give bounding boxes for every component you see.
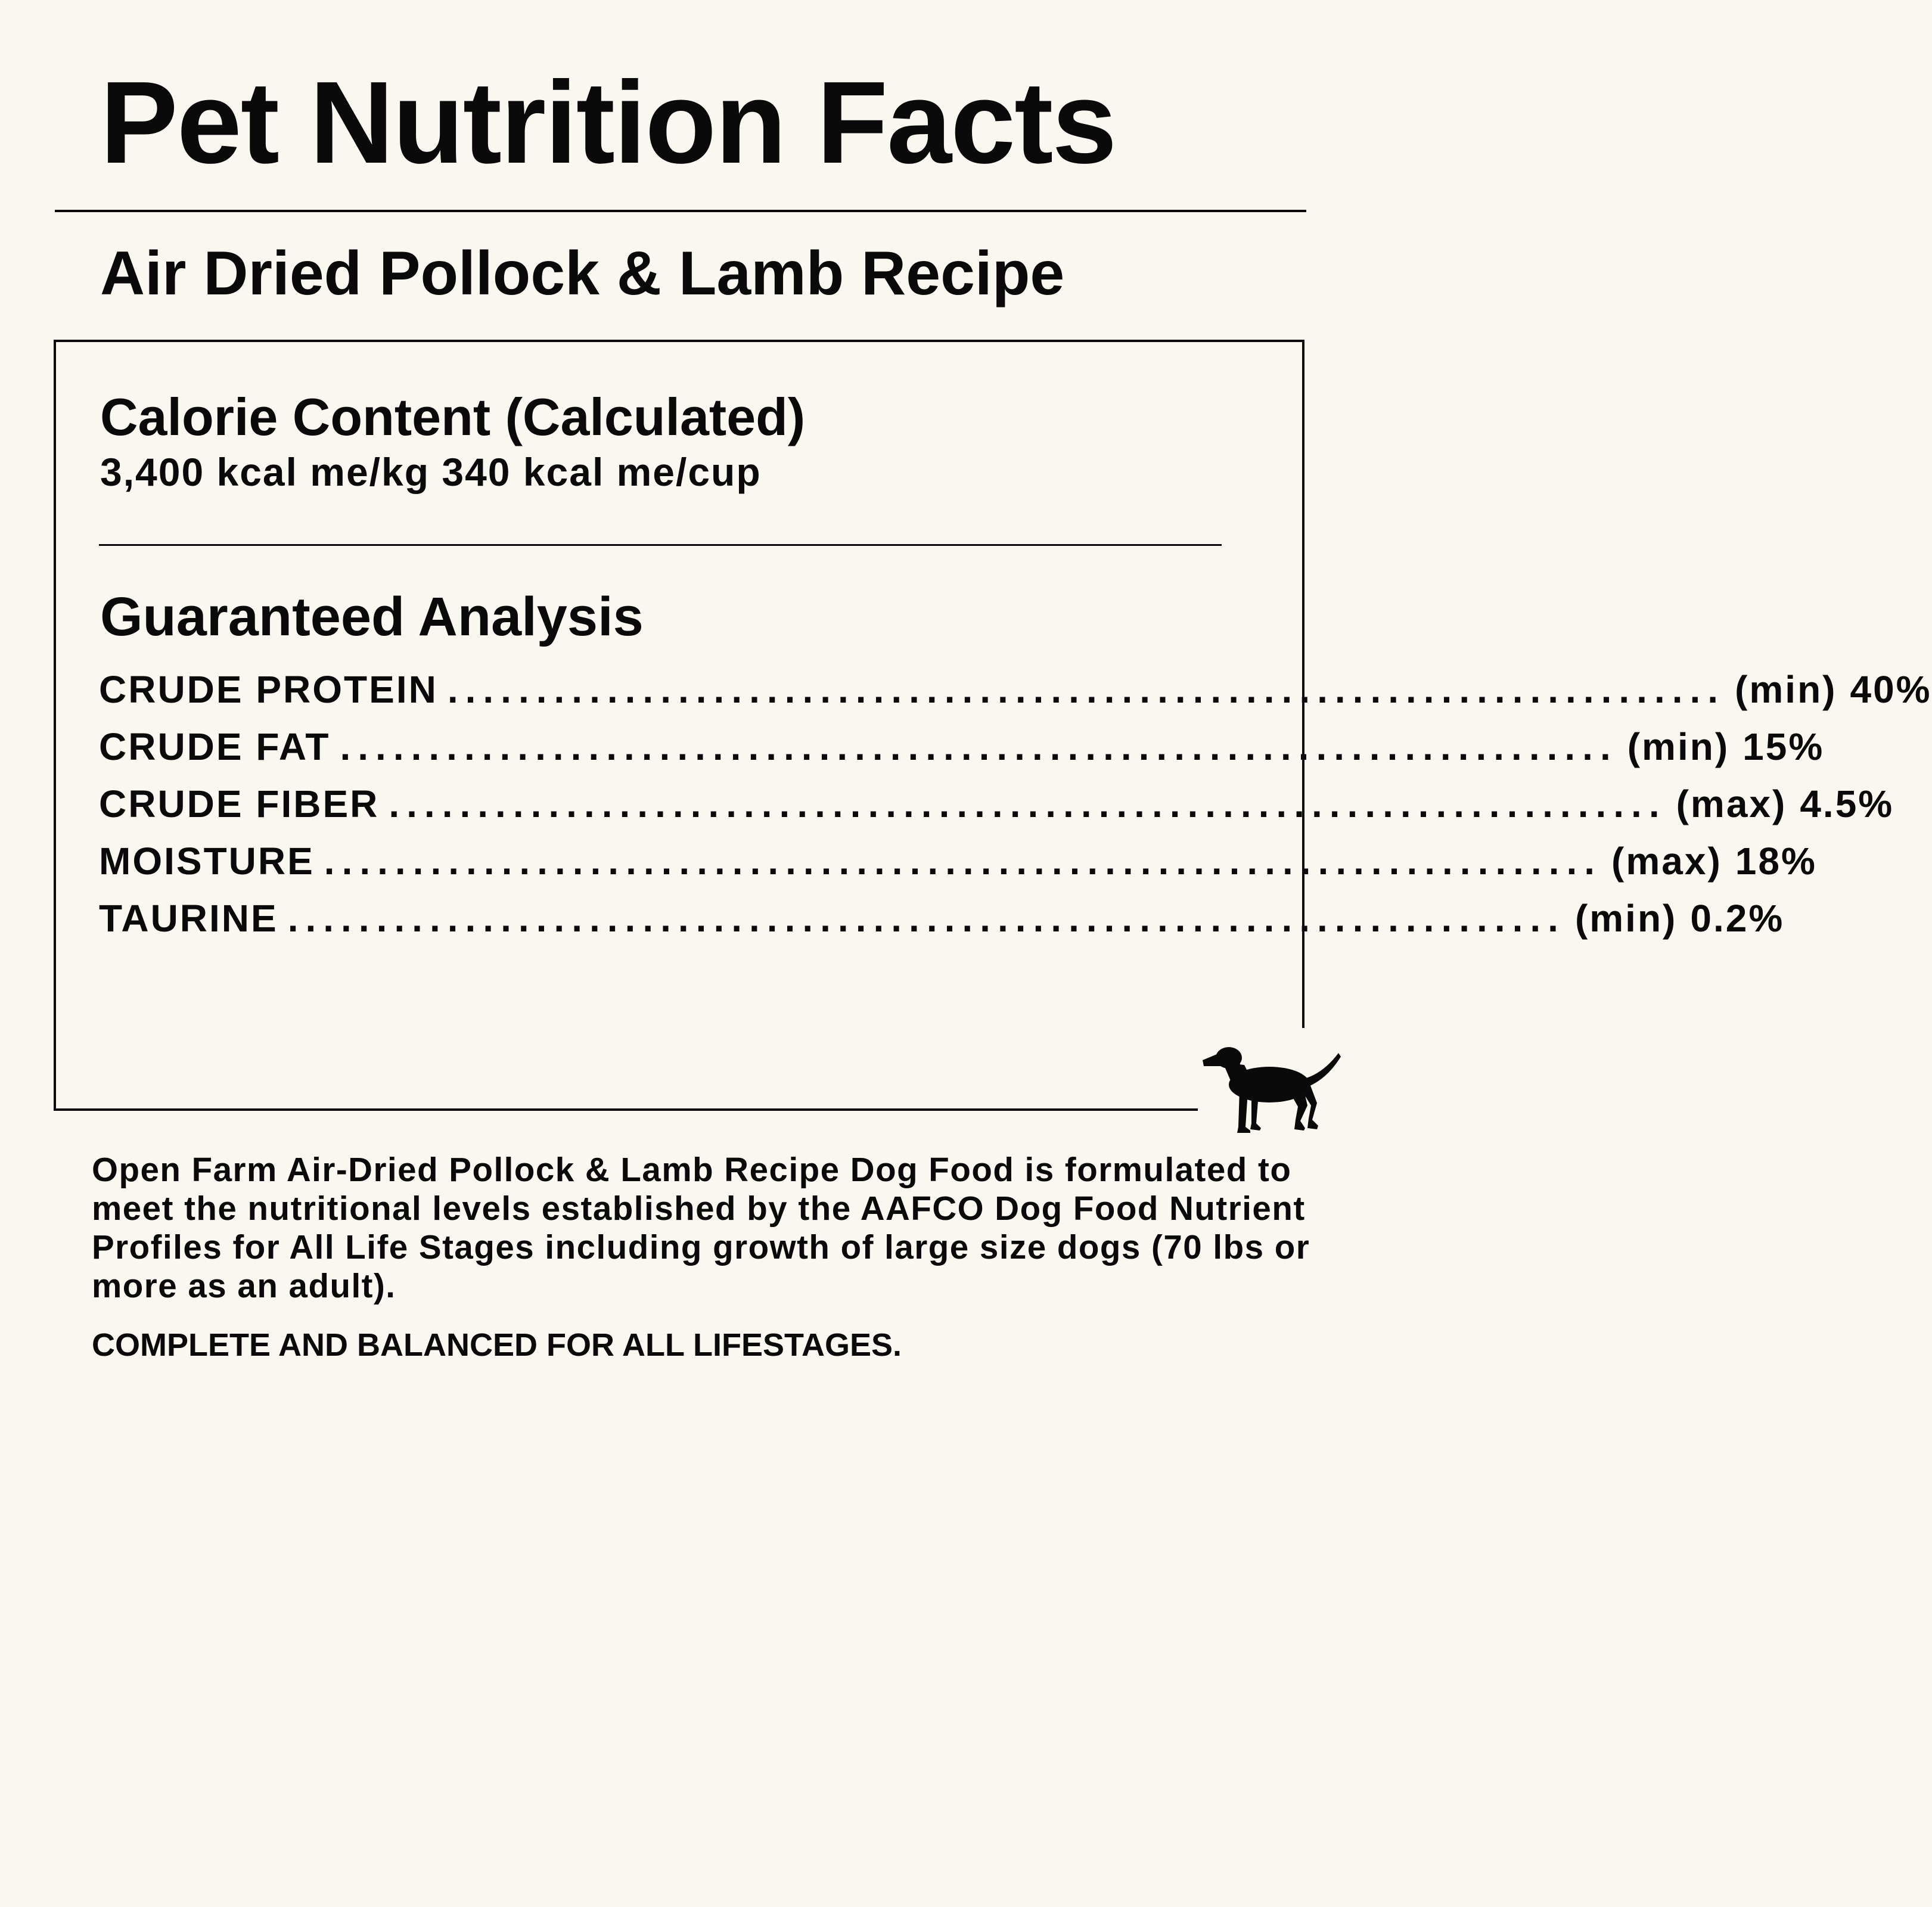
dog-silhouette-icon [1198,1028,1341,1135]
guaranteed-analysis-heading: Guaranteed Analysis [100,586,644,647]
analysis-row-name: MOISTURE [99,840,315,883]
analysis-row-crude-fiber [99,782,1894,839]
analysis-row-qualifier: (min) [1627,725,1730,768]
analysis-row-taurine [99,896,1785,954]
analysis-row-name: CRUDE PROTEIN [99,668,438,711]
analysis-row-value: 18% [1735,840,1817,883]
dot-leader: ........................................................................ [447,668,1726,711]
calorie-heading: Calorie Content (Calculated) [100,387,806,446]
title-divider [55,210,1306,212]
analysis-row-qualifier: (max) [1676,782,1787,825]
dot-leader: ........................................................................ [287,897,1566,940]
aafco-statement: Open Farm Air-Dried Pollock & Lamb Recipe Dog Food is formulated to meet the nutritional levels established by the AAFCO Dog Food Nutrient Profiles for All Life Stages including growth of large size dogs (70 lbs or more as an adult). [92,1151,1310,1305]
analysis-row-moisture [99,839,1817,896]
analysis-row-name: TAURINE [99,897,278,940]
analysis-row-crude-protein [99,667,1932,725]
analysis-row-value: 0.2% [1690,897,1785,940]
section-divider [99,544,1222,546]
analysis-row-name: CRUDE FIBER [99,782,380,825]
calorie-value: 3,400 kcal me/kg 340 kcal me/cup [100,450,762,494]
page-title: Pet Nutrition Facts [100,57,1116,188]
guaranteed-analysis-list [99,667,1932,954]
analysis-row-qualifier: (min) [1574,897,1678,940]
analysis-row-value: 15% [1742,725,1825,768]
recipe-name: Air Dried Pollock & Lamb Recipe [100,239,1065,308]
analysis-row-value: 40% [1850,668,1932,711]
dot-leader: ........................................................................ [389,782,1667,825]
complete-balanced-statement: COMPLETE AND BALANCED FOR ALL LIFESTAGES. [92,1327,902,1363]
analysis-row-value: 4.5% [1800,782,1894,825]
analysis-row-qualifier: (min) [1735,668,1837,711]
dot-leader: ........................................................................ [340,725,1618,768]
analysis-row-name: CRUDE FAT [99,725,331,768]
dot-leader: ........................................................................ [324,840,1602,883]
analysis-row-qualifier: (max) [1611,840,1722,883]
analysis-row-crude-fat [99,725,1825,782]
